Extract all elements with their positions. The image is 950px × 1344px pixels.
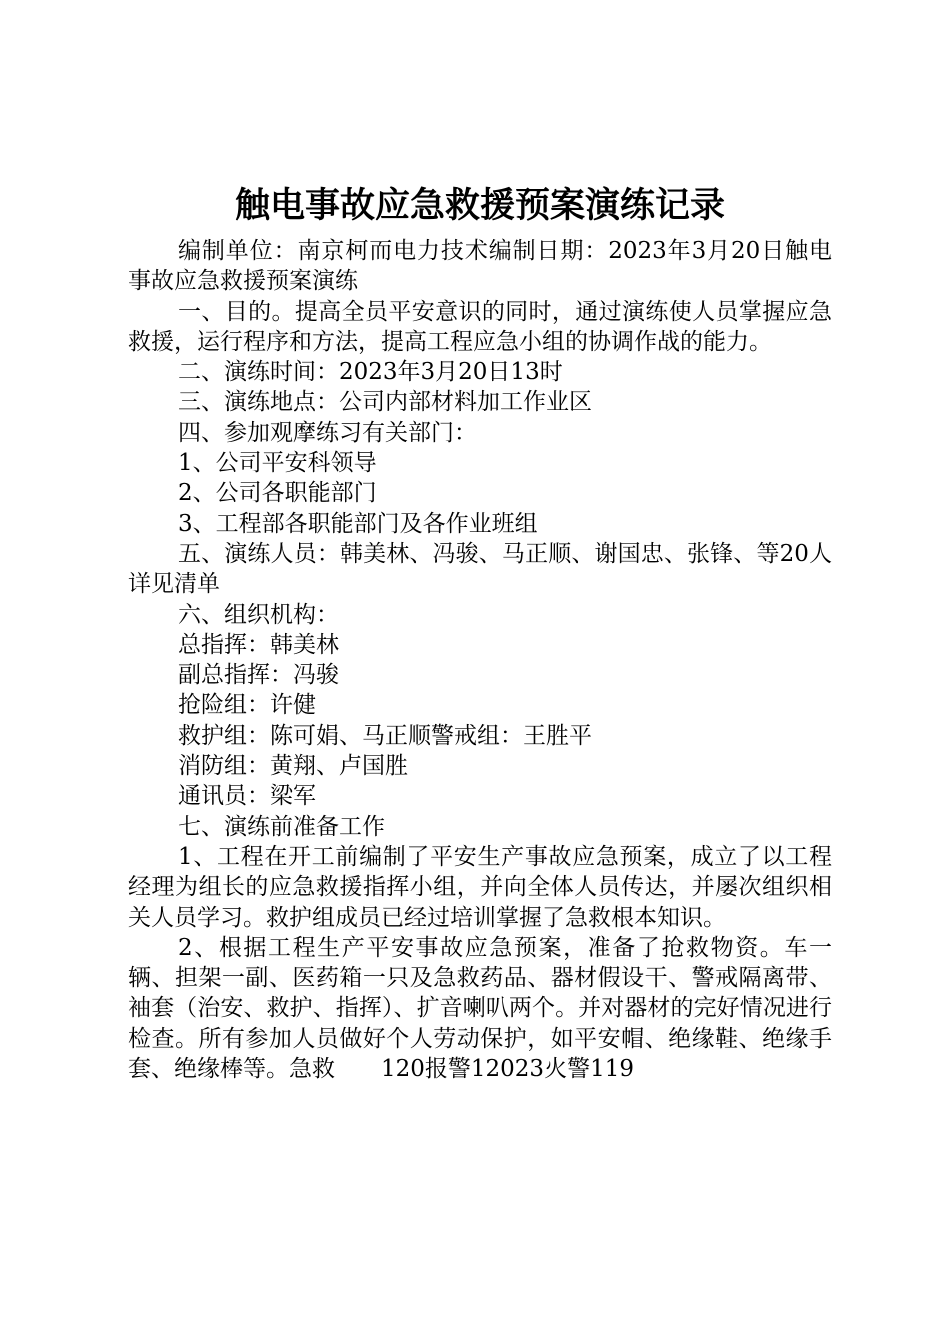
paragraph-org-item: 救护组：陈可娟、马正顺警戒组：王胜平: [178, 722, 592, 749]
paragraph-preparation-item: 2、根据工程生产平安事故应急预案，准备了抢救物资。车一辆、担架一副、医药箱一只及急救药品、器材假设干、警戒隔离带、袖套（治安、救护、指挥）、扩音喇叭两个。并对器材的完好情况进行检查。所有参加人员做好个人劳动保护，如平安帽、绝缘鞋、绝缘手套、绝缘棒等。急救 120报警12023火警119: [128, 934, 832, 1083]
paragraph-preparation-heading: 七、演练前准备工作: [178, 813, 385, 840]
paragraph-header-info: 编制单位：南京柯而电力技术编制日期：2023年3月20日触电事故应急救援预案演练: [128, 238, 832, 295]
paragraph-org-item: 消防组：黄翔、卢国胜: [178, 753, 408, 780]
paragraph-org-item: 抢险组：许健: [178, 692, 316, 719]
paragraph-purpose: 一、目的。提高全员平安意识的同时，通过演练使人员掌握应急救援，运行程序和方法，提高工程应急小组的协调作战的能力。: [128, 298, 832, 355]
paragraph-org-item: 总指挥：韩美林: [178, 631, 339, 658]
paragraph-org-item: 副总指挥：冯骏: [178, 662, 339, 689]
paragraph-departments-heading: 四、参加观摩练习有关部门：: [178, 419, 477, 446]
paragraph-department-item: 3、工程部各职能部门及各作业班组: [178, 510, 538, 537]
document-page: [128, 180, 832, 1084]
paragraph-department-item: 1、公司平安科领导: [178, 450, 377, 477]
paragraph-org-item: 通讯员：梁军: [178, 783, 316, 810]
paragraph-drill-personnel: 五、演练人员：韩美林、冯骏、马正顺、谢国忠、张锋、等20人详见清单: [128, 540, 832, 598]
paragraph-drill-time: 二、演练时间：2023年3月20日13时: [178, 359, 563, 386]
paragraph-drill-location: 三、演练地点：公司内部材料加工作业区: [178, 389, 592, 416]
paragraph-organization-heading: 六、组织机构：: [178, 601, 339, 628]
paragraph-department-item: 2、公司各职能部门: [178, 480, 377, 507]
document-title: 触电事故应急救援预案演练记录: [234, 185, 725, 226]
paragraph-preparation-item: 1、工程在开工前编制了平安生产事故应急预案，成立了以工程经理为组长的应急救援指挥小组，并向全体人员传达，并屡次组织相关人员学习。救护组成员已经过培训掌握了急救根本知识。: [128, 843, 832, 931]
